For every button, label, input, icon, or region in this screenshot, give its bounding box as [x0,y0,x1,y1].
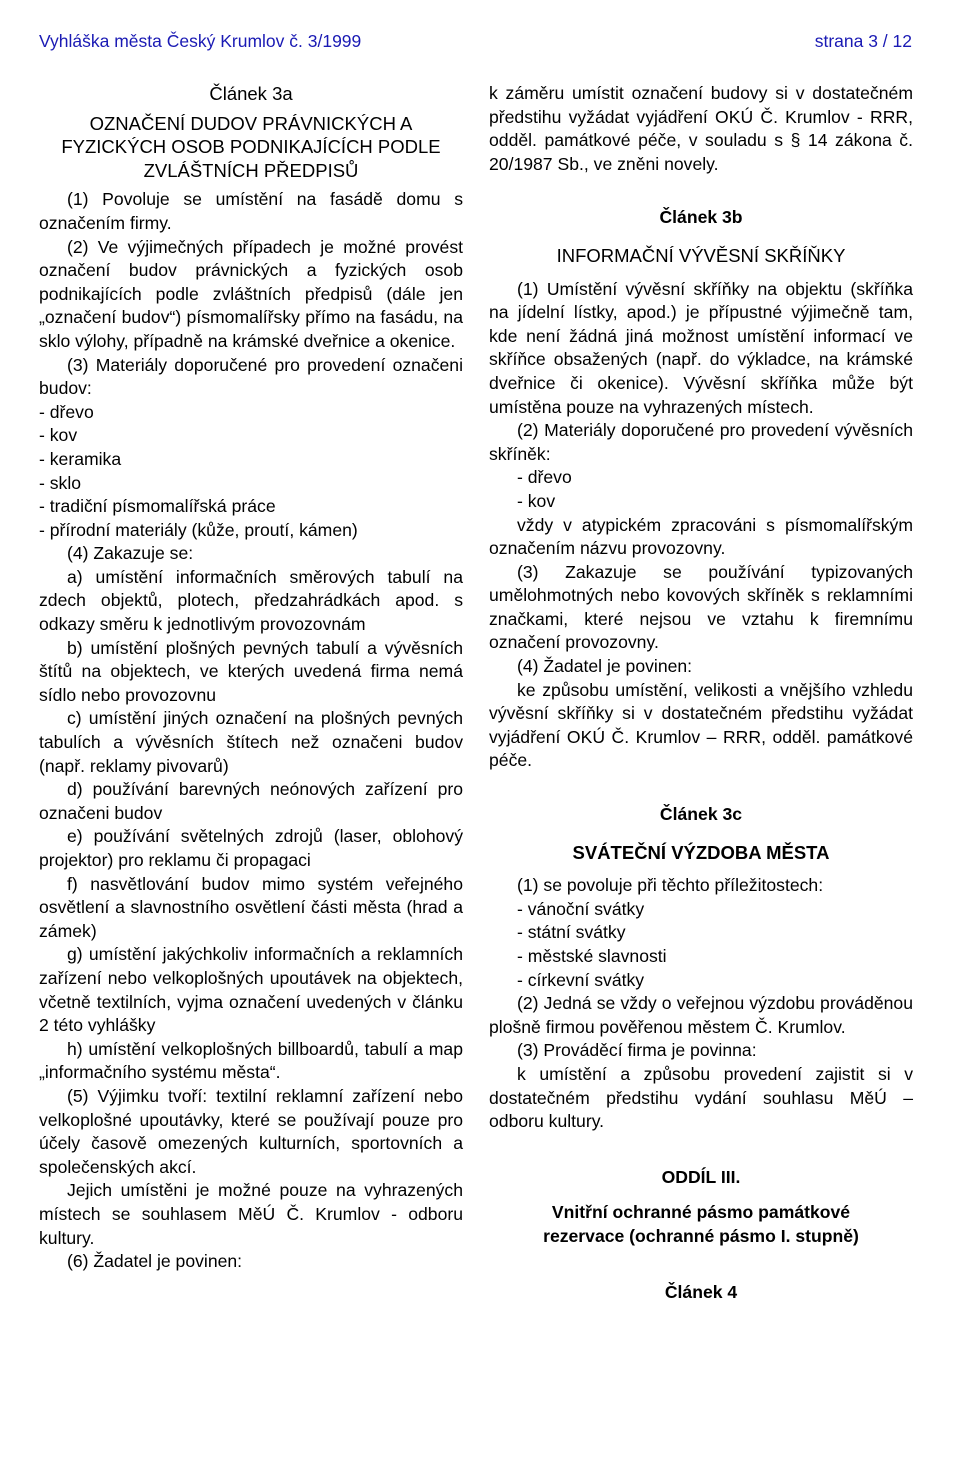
prohibition-d: d) používání barevných neónových zařízení pro označeni budov [39,779,463,823]
occasion-item: - státní svátky [517,922,626,943]
article-3b-heading: INFORMAČNÍ VÝVĚSNÍ SKŘÍŇKY [556,244,846,266]
prohibition-b: b) umístění plošných pevných tabulí a vývěsních štítů na objektech, ve kterých uvedená firma nemá sídlo nebo provozovnu [39,637,463,705]
paragraph-3a-6-continued: k záměru umístit označení budovy si v dostatečném předstihu vyžádat vyjádření OKÚ Č. Krumlov - RRR, odděl. památkové péče, v souladu s § 14 zákona č. 20/1987 Sb., ve zněni novely. [489,83,913,174]
paragraph-3a-5b: Jejich umístěni je možné pouze na vyhrazených místech se souhlasem MěÚ Č. Krumlov - odboru kultury. [39,1180,463,1248]
material-item: - tradiční písmomalířská práce [39,496,276,517]
section-title: ODDÍL III. [661,1166,741,1187]
paragraph-3c-3: (3) Prováděcí firma je povinna: [517,1040,757,1061]
right-column [489,82,913,1304]
paragraph-3b-2-tail: vždy v atypickém zpracováni s písmomalířským označením názvu provozovny. [489,514,913,559]
material-item: - kov [39,425,78,446]
page-header [39,28,912,54]
material-item: - kov [517,490,556,511]
material-item: - dřevo [39,401,94,422]
paragraph-3c-2: (2) Jedná se vždy o veřejnou výzdobu prováděnou plošně firmou pověřenou městem Č. Krumlov. [489,993,913,1037]
paragraph-3a-4: (4) Zakazuje se: [67,543,194,564]
paragraph-3c-3-text: k umístění a způsobu provedení zajistit si v dostatečném předstihu vydání souhlasu MěÚ – odboru kultury. [489,1063,913,1132]
material-item: - přírodní materiály (kůže, proutí, kámen) [39,519,358,540]
material-item: - sklo [39,472,82,493]
prohibition-e: e) používání světelných zdrojů (laser, oblohový projektor) pro reklamu či propagaci [39,826,463,870]
paragraph-3b-4-text: ke způsobu umístění, velikosti a vnějšího vzhledu vývěsní skříňky si v dostatečném předstihu vyžádat vyjádření OKÚ Č. Krumlov – RRR, odděl. památkové péče. [489,679,913,771]
paragraph-3c-1: (1) se povoluje při těchto příležitostech: [517,875,824,896]
prohibition-c: c) umístění jiných označení na plošných pevných tabulích a vývěsních štítech než označeni budov (např. reklamy pivovarů) [39,708,463,776]
paragraph-3b-2: (2) Materiály doporučené pro provedení vývěsních skříněk: [489,420,913,464]
section-subtitle: Vnitřní ochranné pásmo památkové rezervace (ochranné pásmo I. stupně) [543,1202,859,1246]
paragraph-3a-5: (5) Výjimku tvoří: textilní reklamní zařízení nebo velkoplošné upoutávky, které se používají pouze pro účely časově omezených kulturních, sportovních a společenských akcí. [39,1085,463,1177]
article-3c-heading: SVÁTEČNÍ VÝZDOBA MĚSTA [572,841,830,863]
material-item: - dřevo [517,467,572,488]
material-item: - keramika [39,448,122,469]
left-column [39,82,463,1274]
article-3a-heading: OZNAČENÍ DUDOV PRÁVNICKÝCH A FYZICKÝCH OSOB PODNIKAJÍCÍCH PODLE ZVLÁŠTNÍCH PŘEDPISŮ [61,112,441,181]
page-number: strana 3 / 12 [814,31,912,51]
document-title: Vyhláška města Český Krumlov č. 3/1999 [39,31,362,51]
article-3a-title: Článek 3a [209,83,293,104]
paragraph-3b-4: (4) Žadatel je povinen: [517,656,693,677]
paragraph-3a-3: (3) Materiály doporučené pro provedení označeni budov: [39,354,463,399]
prohibition-a: a) umístění informačních směrových tabulí na zdech objektů, plotech, předzahrádkách apod. s odkazy směru k jednotlivým provozovnám [39,566,463,635]
article-4-title: Článek 4 [664,1281,738,1302]
occasion-item: - církevní svátky [517,969,645,990]
paragraph-3a-6: (6) Žadatel je povinen: [67,1251,243,1272]
paragraph-3a-2: (2) Ve výjimečných případech je možné provést označení budov právnických a fyzických osob podnikajících podle zvláštních předpisů (dále jen „označení budov“) písmomalířsky přímo na fasádu, na sklo výlohy, případně na krámské dveřnice a okenice. [39,236,463,351]
article-3b-title: Článek 3b [659,207,743,228]
occasion-item: - vánoční svátky [517,898,645,919]
occasion-item: - městské slavnosti [517,946,667,966]
paragraph-3a-1: (1) Povoluje se umístění na fasádě domu s označením firmy. [39,189,463,233]
paragraph-3b-3: (3) Zakazuje se používání typizovaných umělohmotných nebo kovových skříněk s reklamními značkami, které nejsou ve vztahu k firemnímu označení provozovny. [489,561,913,653]
article-3c-title: Článek 3c [659,804,743,825]
prohibition-h: h) umístění velkoplošných billboardů, tabulí a map „informačního systému města“. [39,1038,463,1083]
paragraph-3b-1: (1) Umístění vývěsní skříňky na objektu (skříňka na jídelní lístky, apod.) je přípustné výjimečně tam, kde není žádná jiná možnost umístění informací ve skříňce obsažených (např. do výkladce, na krámské dveřnice či okenice). Vývěsní skříňka může být umístěna pouze na vyhrazených místech. [489,278,913,417]
prohibition-f: f) nasvětlování budov mimo systém veřejného osvětlení a slavnostního osvětlení části města (hrad a zámek) [39,873,463,941]
prohibition-g: g) umístění jakýchkoliv informačních a reklamních zařízení nebo velkoplošných upoutávek na objektech, včetně textilních, vyjma označení uvedených v článku 2 této vyhlášky [39,944,463,1036]
